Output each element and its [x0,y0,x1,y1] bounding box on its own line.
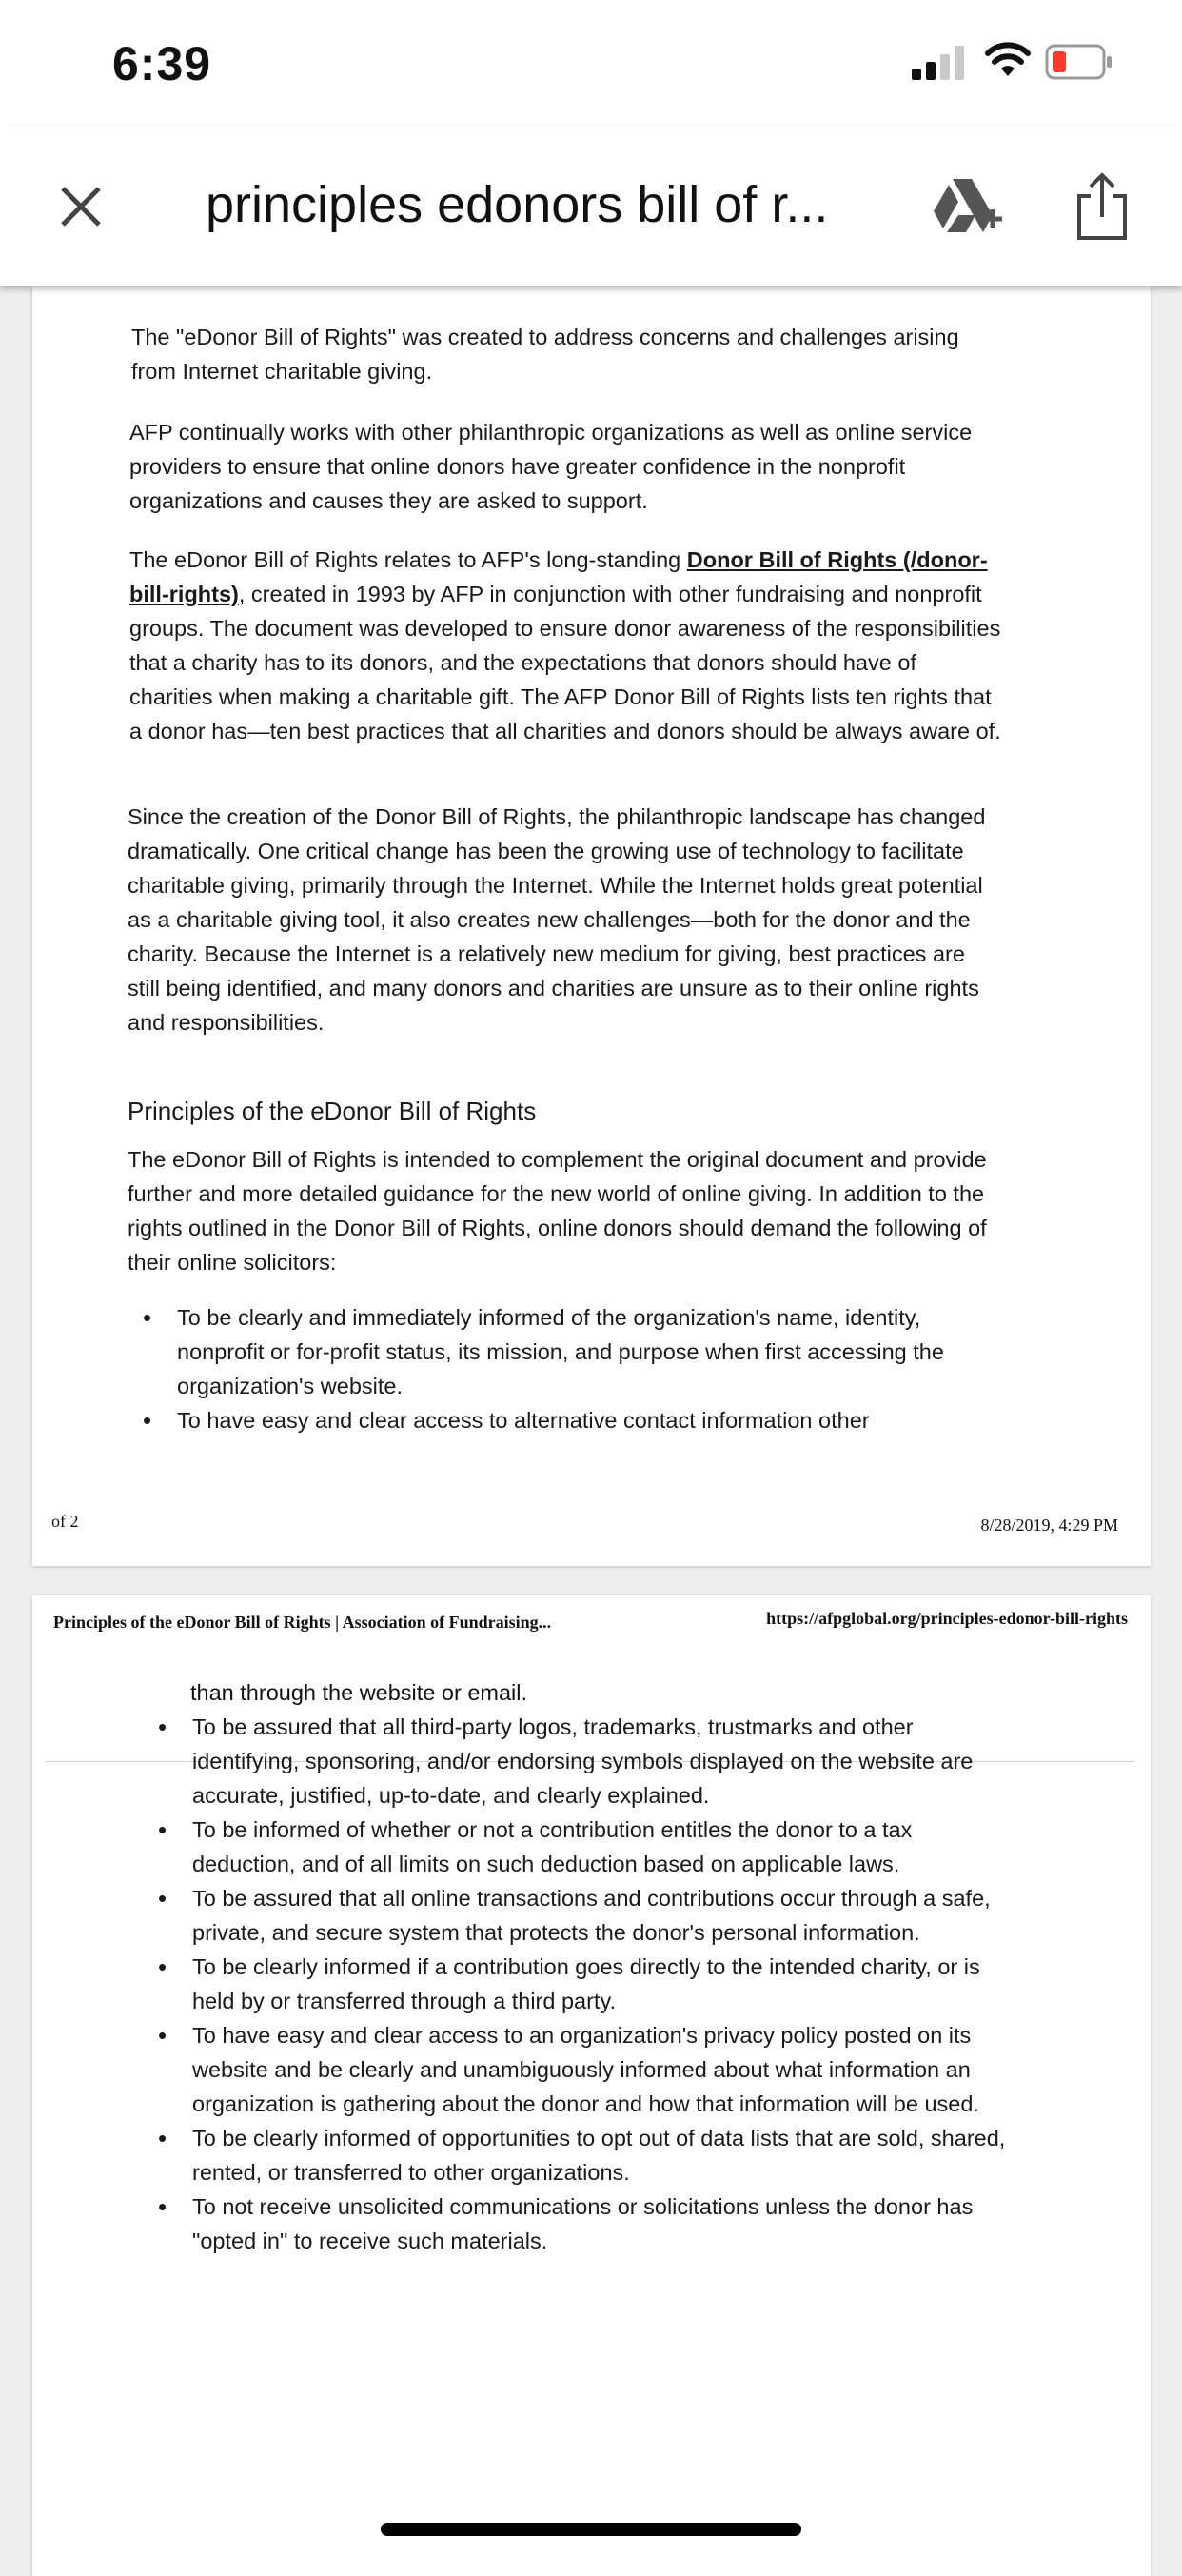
donor-bill-of-rights-link[interactable]: Donor Bill of Rights (/donor-bill-rights) [129,547,988,606]
print-header-url: https://afpglobal.org/principles-edonor-bill-rights [766,1609,1128,1628]
close-icon[interactable] [48,173,114,240]
page-count: of 2 [51,1512,79,1531]
battery-icon [1045,44,1113,80]
list-item: • To be clearly informed of opportunities to opt out of data lists that are sold, shared, rented, or transferred to other organizations. [145,2121,1020,2190]
paragraph-history: Since the creation of the Donor Bill of Rights, the philanthropic landscape has changed dramatically. One critical change has been the growing use of technology to facilitate charitable giving, primarily through the Internet. While the Internet holds great potential as a charitable giving tool, it also creates new challenges—both for the donor and the charity. Because the Internet is a relatively new medium for giving, best practices are still being identified, and many donors and charities are unsure as to their online rights and responsibilities. [128,804,986,1035]
list-item: • To be clearly informed if a contribution goes directly to the intended charity, or is held by or transferred through a third party. [145,1950,1020,2018]
status-bar [0,0,1182,126]
wifi-icon [985,40,1031,78]
list-item: • To not receive unsolicited communications or solicitations unless the donor has "opted in" to receive such materials. [145,2190,1020,2258]
add-to-drive-icon[interactable] [928,173,1004,242]
paragraph-relation-lead: The eDonor Bill of Rights relates to AFP's long-standing [129,547,687,572]
viewer-toolbar [0,126,1182,286]
print-timestamp: 8/28/2019, 4:29 PM [980,1516,1118,1535]
list-item: • To have easy and clear access to alternative contact information other [129,1403,995,1437]
pdf-page-1 [32,286,1151,1566]
list-item: • To have easy and clear access to an organization's privacy policy posted on its website and be clearly and unambiguously informed about what information an organization is gathering about the donor and how that information will be used. [145,2018,1020,2121]
paragraph-principles: The eDonor Bill of Rights is intended to complement the original document and provide further and more detailed guidance for the new world of online giving. In addition to the rights outlined in the Donor Bill of Rights, online donors should demand the following of their online solicitors: [128,1147,987,1275]
cellular-signal-icon [912,46,967,80]
section-heading: Principles of the eDonor Bill of Rights [128,1097,537,1125]
paragraph-relation-rest: , created in 1993 by AFP in conjunction with other fundraising and nonprofit groups. The document was developed to ensure donor awareness of the responsibilities that a charity has to its donors, and the expectations that donors should have of charities when making a charitable gift. The AFP Donor Bill of Rights lists ten rights that a donor has—ten best practices that all charities and donors should be always aware of. [129,582,1001,743]
paragraph-relation [129,543,1005,748]
list-item: • To be assured that all online transactions and contributions occur through a safe, private, and secure system that protects the donor's personal information. [145,1881,1020,1950]
principles-list-page2 [145,1710,1020,2258]
paragraph-intro: The "eDonor Bill of Rights" was created to address concerns and challenges arising from Internet charitable giving. [131,325,959,384]
print-header-title: Principles of the eDonor Bill of Rights | Association of Fundraising... [53,1613,552,1632]
list-item: • To be clearly and immediately informed of the organization's name, identity, nonprofit or for-profit status, its mission, and purpose when first accessing the organization's website. [129,1300,995,1403]
list-item: • To be assured that all third-party logos, trademarks, trustmarks and other identifying, sponsoring, and/or endorsing symbols displayed on the website are accurate, justified, up-to-date, and clearly explained. [145,1710,1020,1813]
pdf-page-2 [32,1595,1151,2576]
status-time: 6:39 [112,37,212,90]
paragraph-afp-works: AFP continually works with other philanthropic organizations as well as online service providers to ensure that online donors have greater confidence in the nonprofit organizations and causes they are asked to support. [129,420,973,513]
principles-list-page1 [129,1300,995,1437]
continued-text: than through the website or email. [190,1680,528,1705]
document-title: principles edonors bill of r... [206,176,829,233]
share-icon[interactable] [1074,168,1131,244]
list-item: • To be informed of whether or not a contribution entitles the donor to a tax deduction, and of all limits on such deduction based on applicable laws. [145,1813,1020,1881]
home-indicator[interactable] [381,2523,801,2536]
